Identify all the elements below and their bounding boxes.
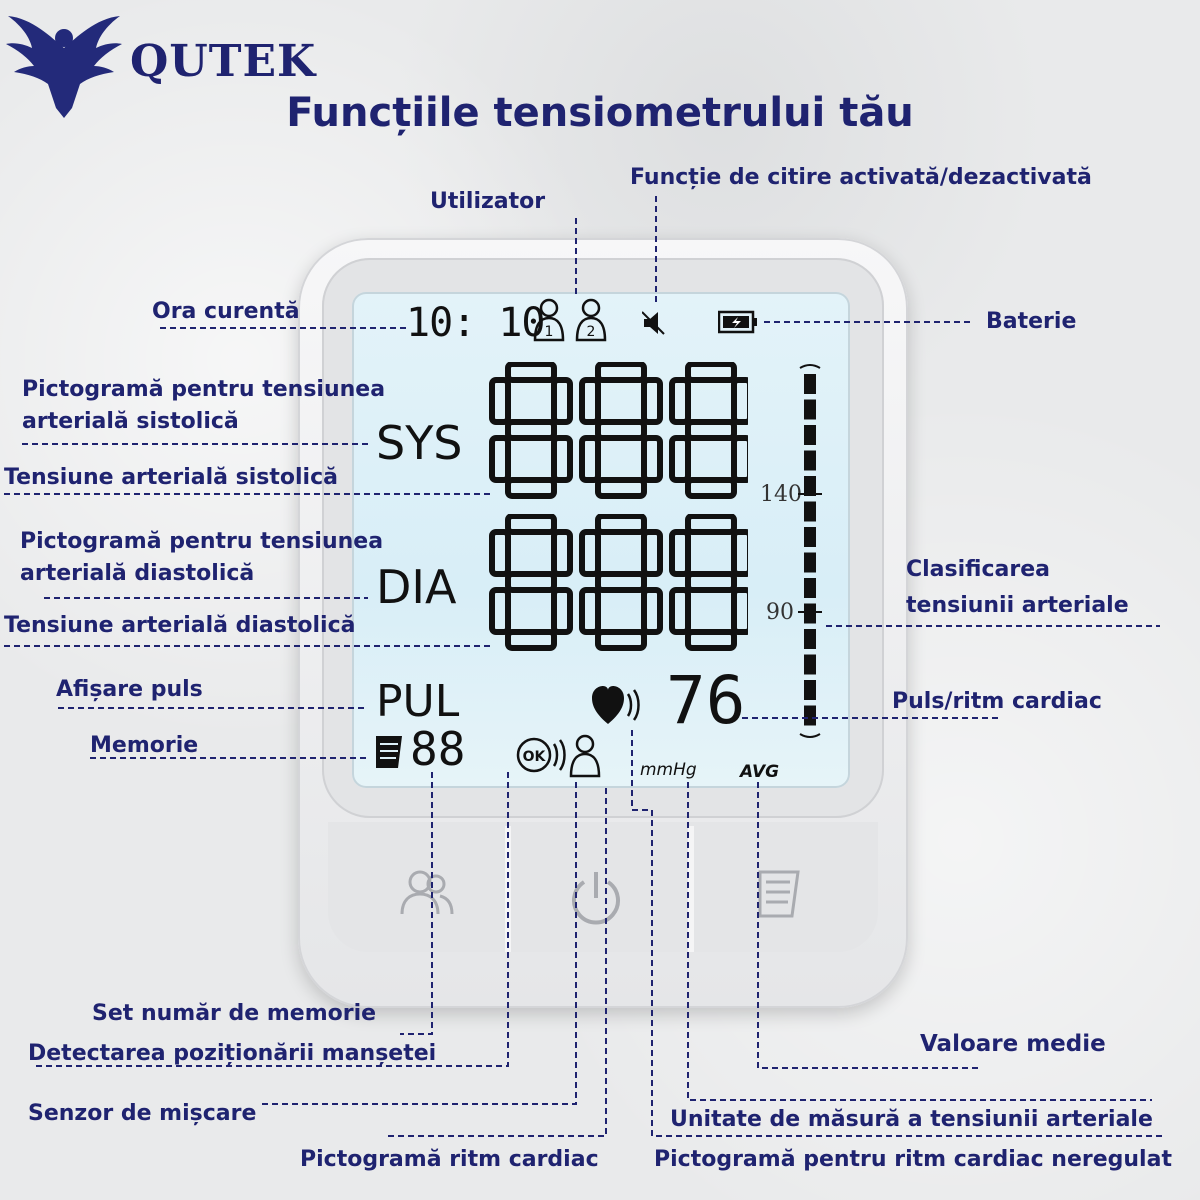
label-ora: Ora curentă bbox=[152, 299, 300, 324]
label-puls-afisare: Afișare puls bbox=[56, 677, 203, 702]
label-detectare: Detectarea poziționării manșetei bbox=[28, 1041, 437, 1066]
user-2-number: 2 bbox=[586, 324, 596, 340]
label-sys-icon-2: arterială sistolică bbox=[22, 409, 239, 434]
label-ritm-neregulat: Pictogramă pentru ritm cardiac neregulat bbox=[654, 1147, 1172, 1172]
label-memorie: Memorie bbox=[90, 733, 199, 758]
label-citire: Funcție de citire activată/dezactivată bbox=[630, 165, 1092, 190]
label-set-memorie: Set număr de memorie bbox=[92, 1001, 377, 1026]
lcd-avg: AVG bbox=[740, 762, 780, 782]
user-1-number: 1 bbox=[544, 324, 554, 340]
label-clasificare-2: tensiunii arteriale bbox=[906, 593, 1129, 618]
label-sys-value: Tensiune arterială sistolică bbox=[4, 465, 338, 490]
label-medie: Valoare medie bbox=[920, 1031, 1106, 1057]
label-utilizator: Utilizator bbox=[430, 189, 546, 214]
label-dia-icon-2: arterială diastolică bbox=[20, 561, 255, 586]
label-baterie: Baterie bbox=[986, 309, 1077, 334]
scale-90-label: 90 bbox=[766, 600, 794, 625]
label-sys-icon-1: Pictogramă pentru tensiunea bbox=[22, 377, 386, 402]
lcd-time: 10: 10 bbox=[406, 300, 545, 346]
lcd-unit: mmHg bbox=[640, 760, 697, 780]
lcd-memory-digits: 88 bbox=[410, 722, 466, 776]
label-dia-value: Tensiune arterială diastolică bbox=[4, 613, 356, 638]
lcd-dia-label: DIA bbox=[376, 560, 457, 614]
ok-text: OK bbox=[522, 749, 546, 765]
page-title: Funcțiile tensiometrului tău bbox=[286, 90, 914, 136]
lcd-sys-label: SYS bbox=[376, 416, 463, 470]
lcd-pul-label: PUL bbox=[376, 676, 460, 727]
label-puls-ritm: Puls/ritm cardiac bbox=[892, 689, 1102, 714]
brand-name: QUTEK bbox=[130, 36, 317, 87]
lcd-pulse-value: 76 bbox=[666, 662, 746, 739]
label-senzor: Senzor de mișcare bbox=[28, 1101, 257, 1126]
label-clasificare-1: Clasificarea bbox=[906, 557, 1050, 582]
label-unitate: Unitate de măsură a tensiunii arteriale bbox=[670, 1107, 1153, 1132]
label-ritm-icon: Pictogramă ritm cardiac bbox=[300, 1147, 599, 1172]
label-dia-icon-1: Pictogramă pentru tensiunea bbox=[20, 529, 384, 554]
scale-140-label: 140 bbox=[760, 482, 802, 507]
